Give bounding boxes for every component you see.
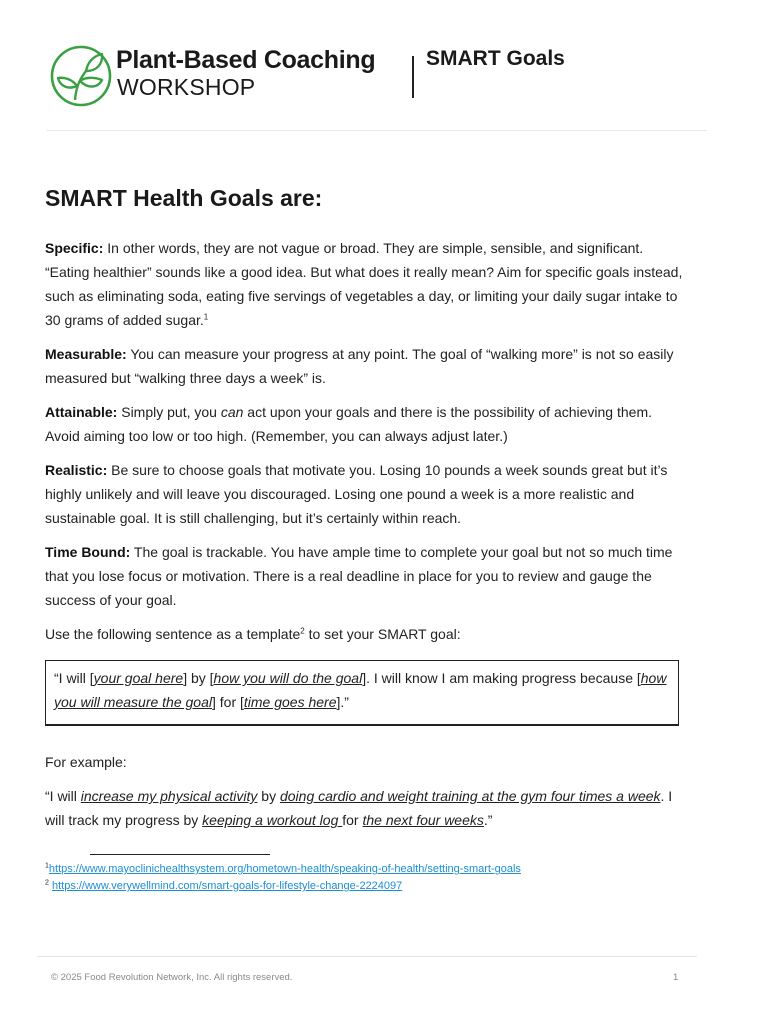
footnote-link[interactable]: https://www.verywellmind.com/smart-goals-for-lifestyle-change-2224097 xyxy=(51,880,403,892)
page-number: 1 xyxy=(673,972,679,983)
item-term: Measurable: xyxy=(45,346,127,362)
leaf-circle-icon xyxy=(50,44,112,108)
example-sentence xyxy=(45,784,685,832)
item-term: Attainable: xyxy=(45,404,118,420)
template-box xyxy=(45,660,679,726)
template-field: how you will do the goal xyxy=(213,670,363,686)
item-time-bound xyxy=(45,540,685,612)
template-text: ] for [ xyxy=(211,694,244,710)
item-text: Be sure to choose goals that motivate you. Losing 10 pounds a week sounds great but it’s highly unlikely and will leave you discouraged. Losing one pound a week is a more realistic and sustainable goal. It is still challenging, but it’s certainly within reach. xyxy=(45,462,668,526)
template-text: ]. I will know I am making progress because [ xyxy=(362,670,641,686)
footnote-1 xyxy=(45,861,685,878)
example-text: “I will xyxy=(45,788,81,804)
template-text: ].” xyxy=(336,694,349,710)
item-measurable xyxy=(45,342,685,390)
example-label: For example: xyxy=(45,754,127,770)
example-field: the next four weeks xyxy=(362,812,484,828)
footnote-number: 2 xyxy=(45,879,49,887)
item-text: In other words, they are not vague or broad. They are simple, sensible, and significant. “Eating healthier” sounds like a good idea. But what does it really mean? Aim for specific goals instead, such as eliminating soda, eating five servings of vegetables a day, or limiting your daily sugar intake to 30 grams of added sugar. xyxy=(45,240,683,328)
item-specific xyxy=(45,236,685,332)
item-realistic xyxy=(45,458,685,530)
brand-subtitle: WORKSHOP xyxy=(117,74,256,100)
page-title: SMART Health Goals are: xyxy=(45,185,323,211)
example-field: doing cardio and weight training at the gym four times a week xyxy=(279,788,661,804)
template-field: time goes here xyxy=(243,694,337,710)
footnote-divider xyxy=(90,854,270,855)
header-divider xyxy=(412,56,414,98)
example-field: increase my physical activity xyxy=(80,788,258,804)
brand-name: Plant-Based Coaching xyxy=(116,46,376,74)
template-text: “I will [ xyxy=(54,670,94,686)
item-term: Specific: xyxy=(45,240,104,256)
item-emphasis: can xyxy=(220,404,244,420)
page-header xyxy=(0,0,768,132)
footnote-number: 1 xyxy=(45,862,49,870)
footnote-link[interactable]: https://www.mayoclinichealthsystem.org/hometown-health/speaking-of-health/setting-smart-goals xyxy=(48,863,521,875)
template-field: your goal here xyxy=(93,670,184,686)
item-text: act upon your goals and there is the possibility of achieving them. Avoid aiming too low or too high. (Remember, you can always adjust later.) xyxy=(45,404,652,444)
header-rule xyxy=(47,130,707,131)
section-title: SMART Goals xyxy=(426,47,565,70)
item-text: You can measure your progress at any point. The goal of “walking more” is not so easily measured but “walking three days a week” is. xyxy=(45,346,674,386)
template-text: ] by [ xyxy=(183,670,214,686)
footnote-ref: 1 xyxy=(203,312,209,322)
item-text: The goal is trackable. You have ample time to complete your goal but not so much time that you lose focus or motivation. There is a real deadline in place for you to review and gauge the success of your goal. xyxy=(45,544,673,608)
item-term: Realistic: xyxy=(45,462,108,478)
example-text: by xyxy=(257,788,280,804)
main-content xyxy=(45,184,685,895)
template-field: how you will measure the goal xyxy=(54,670,667,710)
example-text: for xyxy=(342,812,363,828)
template-intro xyxy=(45,622,685,646)
item-term: Time Bound: xyxy=(45,544,131,560)
template-intro-text: Use the following sentence as a template xyxy=(45,626,301,642)
template-intro-text: to set your SMART goal: xyxy=(304,626,461,642)
item-text: Simply put, you xyxy=(117,404,221,420)
example-text: . I will track my progress by xyxy=(45,788,673,828)
example-text: .” xyxy=(483,812,493,828)
example-field: keeping a workout log xyxy=(202,812,343,828)
footnote-ref: 2 xyxy=(300,626,305,636)
footnote-2 xyxy=(45,878,685,895)
item-attainable xyxy=(45,400,685,448)
footer-rule xyxy=(37,956,697,957)
copyright: © 2025 Food Revolution Network, Inc. All rights reserved. xyxy=(51,972,293,983)
